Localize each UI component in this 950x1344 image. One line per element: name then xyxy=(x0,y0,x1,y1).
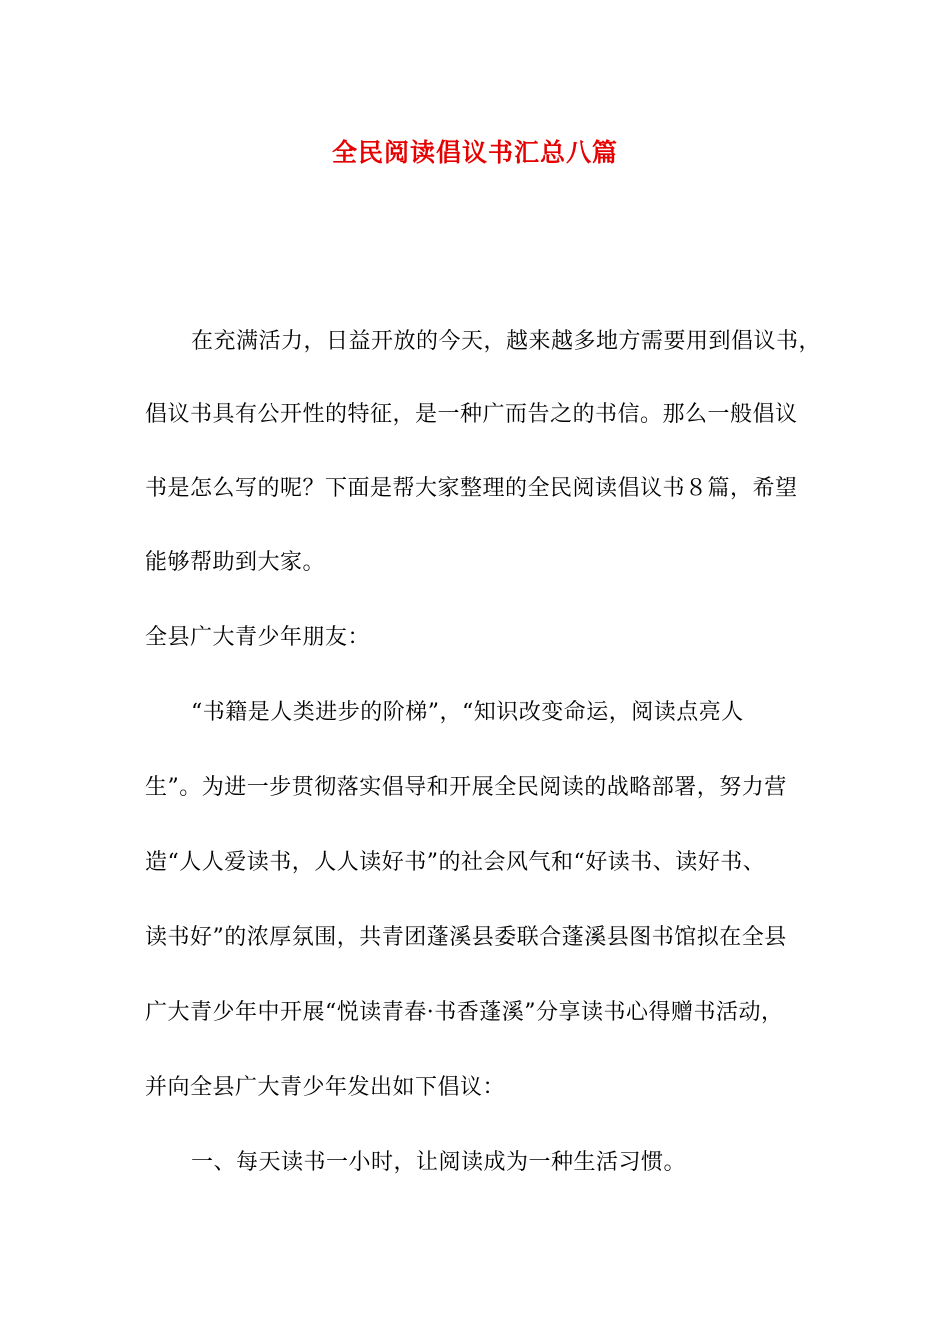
intro-line: 能够帮助到大家。 xyxy=(145,550,326,575)
body-line: 广大青少年中开展“悦读青春·书香蓬溪”分享读书心得赠书活动， xyxy=(145,1000,784,1025)
salutation: 全县广大青少年朋友： xyxy=(145,625,371,650)
intro-line: 倡议书具有公开性的特征，是一种广而告之的书信。那么一般倡议 xyxy=(145,402,798,427)
document-title: 全民阅读倡议书汇总八篇 xyxy=(331,138,618,167)
body-line: 并向全县广大青少年发出如下倡议： xyxy=(145,1075,506,1100)
body-line: 生”。为进一步贯彻落实倡导和开展全民阅读的战略部署，努力营 xyxy=(145,775,787,800)
body-line: 读书好”的浓厚氛围，共青团蓬溪县委联合蓬溪县图书馆拟在全县 xyxy=(145,925,787,950)
body-line: “书籍是人类进步的阶梯”，“知识改变命运，阅读点亮人 xyxy=(191,700,744,725)
point-one: 一、每天读书一小时，让阅读成为一种生活习惯。 xyxy=(191,1150,687,1175)
intro-line: 在充满活力，日益开放的今天，越来越多地方需要用到倡议书， xyxy=(191,329,822,354)
intro-line: 书是怎么写的呢？下面是帮大家整理的全民阅读倡议书８篇，希望 xyxy=(145,476,798,501)
body-line: 造“人人爱读书，人人读好书”的社会风气和“好读书、读好书、 xyxy=(145,850,766,875)
